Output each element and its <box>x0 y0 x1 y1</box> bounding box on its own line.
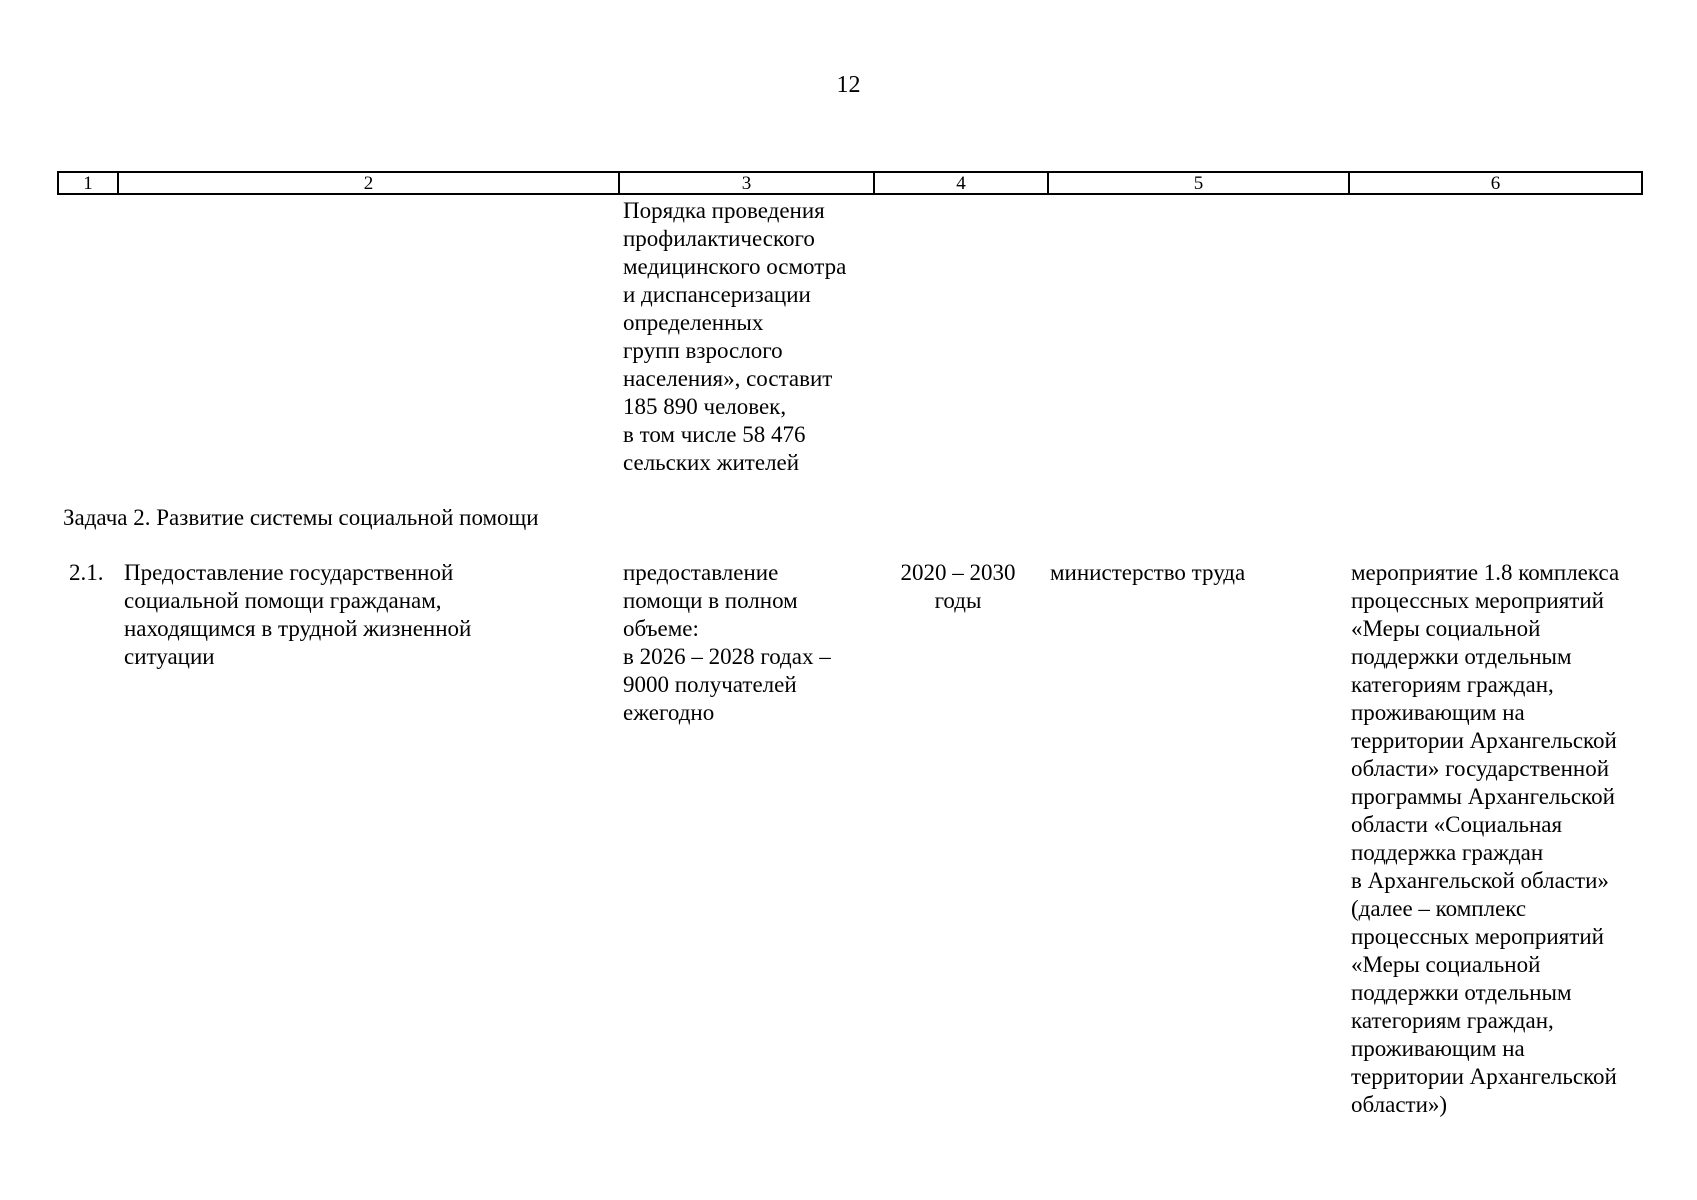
row-number: 2.1. <box>69 560 104 585</box>
header-col-1: 1 <box>59 173 119 193</box>
page-number: 12 <box>836 72 861 98</box>
header-col-6: 6 <box>1490 173 1501 194</box>
header-col-2: 2 <box>119 173 620 193</box>
table-header-row <box>57 171 1643 195</box>
row-linked-measure: мероприятие 1.8 комплекса процессных мероприятий «Меры социальной поддержки отдельным категориям граждан, проживающим на территории Архангельской области» государственной программы Архангельской области «Социальная поддержка граждан в Архангельской области» (далее – комплекс процессных мероприятий «Меры социальной поддержки отдельным категориям граждан, проживающим на территории Архангельской области») <box>1351 560 1620 1117</box>
row-measure-name: Предоставление государственной социальной помощи гражданам, находящимся в трудной жизненной ситуации <box>124 560 472 669</box>
header-col-3: 3 <box>620 173 875 193</box>
continuation-col3-text: Порядка проведения профилактического медицинского осмотра и диспансеризации определенных групп взрослого населения», составит 185 890 человек, в том числе 58 476 сельских жителей <box>623 198 847 475</box>
section-title: Задача 2. Развитие системы социальной помощи <box>63 505 539 530</box>
header-col-4: 4 <box>875 173 1049 193</box>
row-period: 2020 – 2030 годы <box>900 560 1016 613</box>
header-col-5: 5 <box>1049 173 1350 193</box>
row-executor: министерство труда <box>1050 560 1246 585</box>
row-expected-result: предоставление помощи в полном объеме: в 2026 – 2028 годах – 9000 получателей ежегодно <box>623 560 831 725</box>
